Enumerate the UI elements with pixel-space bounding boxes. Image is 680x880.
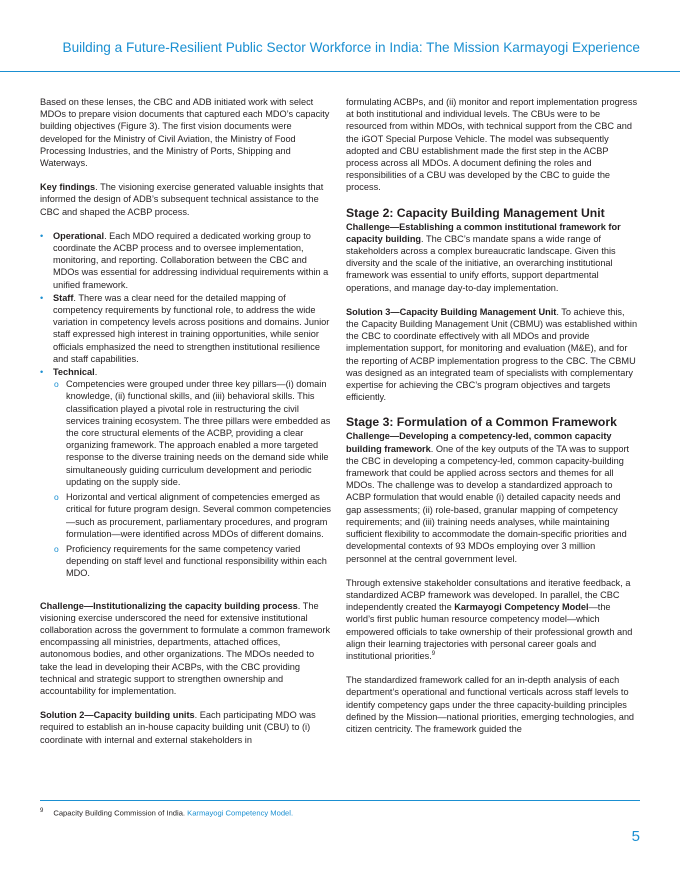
right-column	[346, 96, 638, 747]
finding-operational-label: Operational	[53, 230, 105, 241]
stage2-challenge-label: Challenge—Establishing a common institutional framework for capacity building	[346, 221, 621, 244]
key-findings-label: Key findings	[40, 182, 96, 193]
stage2-heading: Stage 2: Capacity Building Management Unit	[346, 205, 605, 220]
stage3-heading: Stage 3: Formulation of a Common Framework	[346, 415, 617, 430]
footnote-link[interactable]: Karmayogi Competency Model.	[187, 808, 294, 818]
stage2-challenge-paragraph	[346, 221, 638, 294]
technical-sublist	[53, 378, 332, 579]
stage3-challenge-text: . One of the key outputs of the TA was to support the CBC in developing a competency-led, common capacity-building framework that could be applied across sectors and themes for all MDOs. The challenge was to develop a standardized approach to ACBP formulation that would enable (i) detailed capacity needs and gap assessments; (ii) role-based, granular mapping of competency requirements; and (iii) training needs analyses, while maintaining sufficient flexibility to accommodate the domain-specific priorities and developmental contexts of 93 MDOs employing over 3 million personnel at the central government level.	[346, 443, 630, 564]
final-paragraph: The standardized framework called for an in-depth analysis of each department’s operational and functional verticals across staff levels to identify competency gaps under the three capacity-building principles defined by the Mission—national priorities, emerging technologies, and citizen centricity. The framework guided the	[346, 675, 635, 734]
solution3-paragraph	[346, 306, 638, 404]
footnote	[40, 806, 640, 819]
footnote-ref[interactable]: 9	[431, 650, 436, 657]
finding-technical-text: .	[94, 367, 98, 378]
consultations-paragraph	[346, 577, 638, 662]
challenge-paragraph	[40, 600, 332, 698]
finding-staff	[40, 292, 332, 365]
technical-subitem: o Competencies were grouped under three key pillars—(i) domain knowledge, (ii) functional skills, and (iii) behavioral skills. This classification played a pivotal role in restructuring the civil services training ecosystem. The three pillars were embedded as the core structural elements of the ACBP, providing a clear organizing framework. The approach enabled a more targeted response to the diverse training needs on the demand side while simultaneously guiding curriculum development and periodic updating on the supply side.	[53, 378, 332, 488]
findings-list	[40, 230, 332, 580]
running-header: Building a Future-Resilient Public Sector Workforce in India: The Mission Karmayogi Experience	[62, 40, 640, 55]
footnote-number: 9	[40, 808, 44, 814]
finding-operational	[40, 230, 332, 291]
page-number: 5	[631, 828, 640, 845]
solution2-text: . Each participating MDO was required to establish an in-house capacity building unit (CBU) to (i) coordinate with internal and external stakeholders in	[40, 710, 316, 745]
key-findings-text: . The visioning exercise generated valuable insights that informed the design of ADB’s subsequent technical assistance to the CBC and shaped the ACBP process.	[40, 182, 324, 217]
finding-staff-label: Staff	[53, 292, 74, 303]
challenge-label: Challenge—Institutionalizing the capacity building process	[40, 600, 298, 611]
finding-staff-text: . There was a clear need for the detailed mapping of competency requirements by functional role, to address the wide variation in competency levels across positions and domains. Junior staff expressed high interest in training opportunities, while senior officials emphasized the need to strengthen institutional resilience and staff capabilities.	[53, 292, 330, 364]
intro-paragraph: Based on these lenses, the CBC and ADB initiated work with select MDOs to prepare vision documents that captured each MDO’s capacity building objectives (Figure 3). The first vision documents were developed for the Ministry of Civil Aviation, the Ministry of Food Processing Industries, and the Ministry of Ports, Shipping and Waterways.	[40, 97, 330, 169]
header-divider	[0, 71, 680, 72]
stage3-challenge-paragraph	[346, 430, 638, 564]
finding-technical	[40, 366, 332, 579]
footnote-divider	[40, 800, 640, 801]
challenge-text: . The visioning exercise underscored the need for extensive institutional collaboration across the government to formulate a common framework encompassing all ministries, departments, attached offices, autonomous bodies, and other organizations. The MDOs needed to take the lead in developing their ACBPs, with the CBC providing technical and strategic support to strengthen ownership and accountability for implementation.	[40, 600, 331, 696]
solution2-label: Solution 2—Capacity building units	[40, 710, 195, 721]
solution2-paragraph	[40, 709, 332, 746]
stage3-challenge-label: Challenge—Developing a competency-led, common capacity building framework	[346, 431, 612, 454]
karmayogi-model-term: Karmayogi Competency Model	[454, 602, 589, 613]
technical-subitem: o Horizontal and vertical alignment of competencies emerged as critical for future program design. Several common competencies—such as procurement, parliamentary procedures, and program formulation—were identified across MDOs of different domains.	[53, 491, 332, 540]
continuation-paragraph: formulating ACBPs, and (ii) monitor and report implementation progress at both institutional and individual levels. The CBUs were to be resourced from within MDOs, with technical support from the CBC and the iGOT Special Purpose Vehicle. The model was subsequently adopted and CBU establishment made the first step in the ACBP process across all MDOs. A document defining the roles and responsibilities of a CBU was developed by the CBC to guide the process.	[346, 97, 638, 193]
technical-subitem: o Proficiency requirements for the same competency varied depending on staff level and functional responsibility within each MDO.	[53, 543, 332, 580]
stage2-challenge-text: . The CBC’s mandate spans a wide range of stakeholders across a complex bureaucratic landscape. Given this diversity and the scale of the initiative, an overarching institutional framework was essential to unify efforts, support departmental operations, and manage day-to-day implementation.	[346, 233, 616, 293]
key-findings-paragraph	[40, 181, 332, 218]
solution3-text: . To achieve this, the Capacity Building Management Unit (CBMU) was established within the CBC to coordinate effectively with all MDOs and provide implementation support, for monitoring and evaluation (M&E), and for the reporting of ACBP implementation progress to the CBC. The CBMU was designed as an integrated team of specialists with complementary expertise for achieving the CBC’s program objectives and targets efficiently.	[346, 306, 638, 403]
finding-operational-text: . Each MDO required a dedicated working group to coordinate the ACBP process and to oversee implementation, monitoring, and reporting. Collaboration between the CBC and MDOs was essential for addressing individual requirements within a unified framework.	[53, 230, 329, 290]
consultations-text-b: —the world’s first public human resource competency model—which empowered officials to take ownership of their professional growth and align their learning trajectories with personal career goals and institutional priorities.	[346, 602, 633, 661]
footnote-text: Capacity Building Commission of India.	[53, 808, 188, 818]
solution3-label: Solution 3—Capacity Building Management Unit	[346, 306, 557, 317]
consultations-text-a: Through extensive stakeholder consultations and iterative feedback, a standardized ACBP framework was developed. In parallel, the CBC independently created the	[346, 577, 631, 613]
finding-technical-label: Technical	[53, 367, 95, 378]
left-column	[40, 96, 332, 758]
